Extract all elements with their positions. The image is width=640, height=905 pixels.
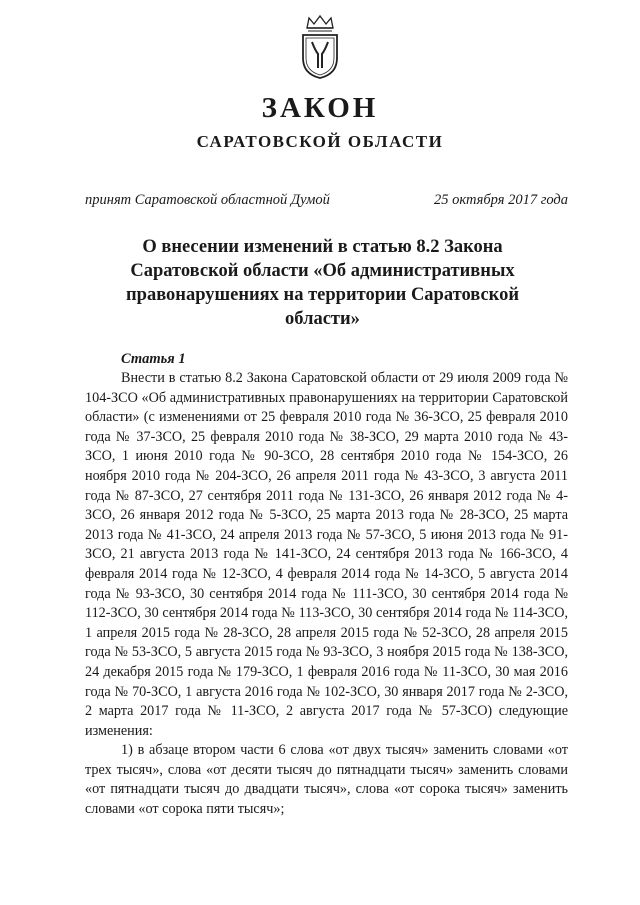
document-title: ЗАКОН [261,92,379,124]
law-title: О внесении изменений в статью 8.2 Закона Саратовской области «Об административных правонарушениях на территории Саратовской области» [126,237,519,329]
document-subtitle: САРАТОВСКОЙ ОБЛАСТИ [196,132,444,151]
adoption-line [85,192,568,209]
adoption-date: 25 октября 2017 года [434,192,568,208]
article-intro-paragraph: Внести в статью 8.2 Закона Саратовской области от 29 июля 2009 года № 104-ЗСО «Об административных правонарушениях на территории Саратовской области» (с изменениями от 25 февраля 2010 года № 36-ЗСО, 25 февраля 2010 года № 37-ЗСО, 25 февраля 2010 года № 38-ЗСО, 29 марта 2010 года № 43-ЗСО, 1 июня 2010 года № 90-ЗСО, 28 сентября 2010 года № 154-ЗСО, 26 ноября 2010 года № 204-ЗСО, 26 апреля 2011 года № 43-ЗСО, 3 августа 2011 года № 87-ЗСО, 27 сентября 2011 года № 131-ЗСО, 26 января 2012 года № 4-ЗСО, 26 января 2012 года № 5-ЗСО, 25 марта 2013 года № 28-ЗСО, 25 марта 2013 года № 41-ЗСО, 24 апреля 2013 года № 57-ЗСО, 5 июня 2013 года № 91-ЗСО, 21 августа 2013 года № 141-ЗСО, 24 сентября 2013 года № 166-ЗСО, 4 февраля 2014 года № 12-ЗСО, 4 февраля 2014 года № 14-ЗСО, 5 августа 2014 года № 93-ЗСО, 30 сентября 2014 года № 111-ЗСО, 30 сентября 2014 года № 112-ЗСО, 30 сентября 2014 года № 113-ЗСО, 30 сентября 2014 года № 114-ЗСО, 1 апреля 2015 года № 28-ЗСО, 28 апреля 2015 года № 52-ЗСО, 28 апреля 2015 года № 53-ЗСО, 5 августа 2015 года № 93-ЗСО, 3 ноября 2015 года № 138-ЗСО, 24 декабря 2015 года № 179-ЗСО, 1 февраля 2016 года № 11-ЗСО, 30 мая 2016 года № 70-ЗСО, 1 августа 2016 года № 102-ЗСО, 30 января 2017 года № 2-ЗСО, 2 марта 2017 года № 11-ЗСО, 2 августа 2017 года № 57-ЗСО) следующие изменения: [85,370,568,739]
article-item-1: 1) в абзаце втором части 6 слова «от двух тысяч» заменить словами «от трех тысяч», слова «от десяти тысяч до пятнадцати тысяч» заменить словами «от пятнадцати тысяч до двадцати тысяч», слова «от сорока тысяч» заменить словами «от сорока пяти тысяч»; [85,742,568,818]
coat-of-arms-icon [297,14,343,80]
article-body [85,369,568,820]
adopted-by: принят Саратовской областной Думой [85,192,330,208]
article-heading: Статья 1 [121,351,186,367]
